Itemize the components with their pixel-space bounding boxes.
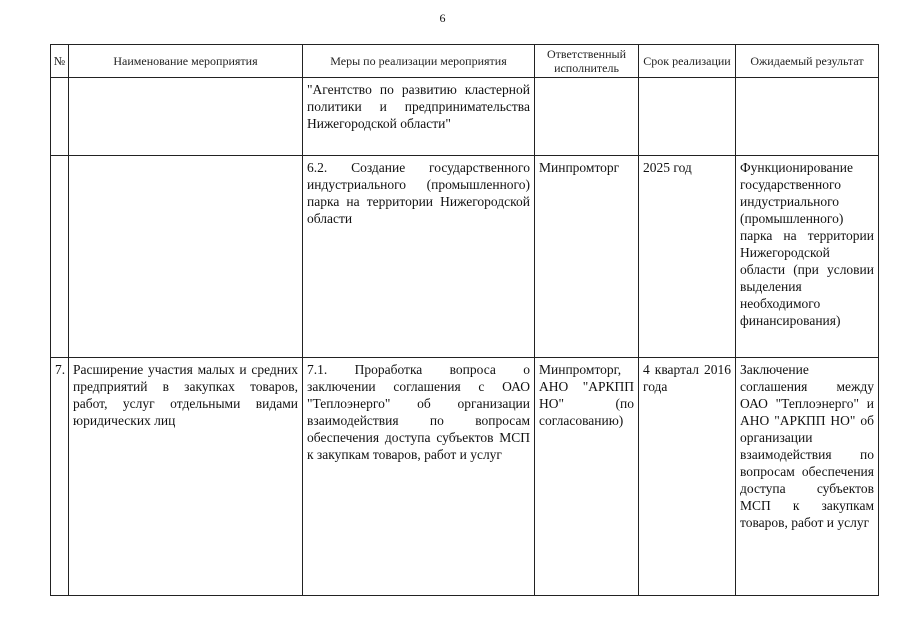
cell-name: Расширение участия малых и средних предприятий в закупках товаров, работ, услуг отдельными видами юридических лиц — [69, 358, 303, 596]
header-num: № — [51, 45, 69, 78]
cell-result — [736, 78, 879, 156]
cell-name — [69, 78, 303, 156]
table-row — [51, 78, 879, 156]
cell-responsible — [535, 78, 639, 156]
table-row — [51, 156, 879, 358]
cell-num — [51, 156, 69, 358]
header-measures: Меры по реализации мероприятия — [303, 45, 535, 78]
cell-measures: "Агентство по развитию кластерной политики и предпринимательства Нижегородской области" — [303, 78, 535, 156]
table-row — [51, 358, 879, 596]
cell-name — [69, 156, 303, 358]
cell-deadline — [639, 78, 736, 156]
cell-responsible: Минпромторг, АНО "АРКПП НО" (по согласованию) — [535, 358, 639, 596]
page-number: 6 — [439, 11, 446, 25]
cell-result: Функционирование государственного индустриального (промышленного) парка на территории Нижегородской области (при условии выделения необходимого финансирования) — [736, 156, 879, 358]
cell-num — [51, 78, 69, 156]
header-deadline: Срок реализации — [639, 45, 736, 78]
cell-measures: 7.1. Проработка вопроса о заключении соглашения с ОАО "Теплоэнерго" об организации взаимодействия по вопросам обеспечения доступа субъектов МСП к закупкам товаров, работ и услуг — [303, 358, 535, 596]
cell-responsible: Минпромторг — [535, 156, 639, 358]
header-result: Ожидаемый результат — [736, 45, 879, 78]
cell-result: Заключение соглашения между ОАО "Теплоэнерго" и АНО "АРКПП НО" об организации взаимодействия по вопросам обеспечения доступа субъектов МСП к закупкам товаров, работ и услуг — [736, 358, 879, 596]
cell-measures: 6.2. Создание государственного индустриального (промышленного) парка на территории Нижегородской области — [303, 156, 535, 358]
header-responsible: Ответственный исполнитель — [535, 45, 639, 78]
cell-num: 7. — [51, 358, 69, 596]
cell-deadline: 2025 год — [639, 156, 736, 358]
table-header-row — [51, 45, 879, 78]
cell-deadline: 4 квартал 2016 года — [639, 358, 736, 596]
measures-table — [50, 44, 879, 596]
header-name: Наименование мероприятия — [69, 45, 303, 78]
